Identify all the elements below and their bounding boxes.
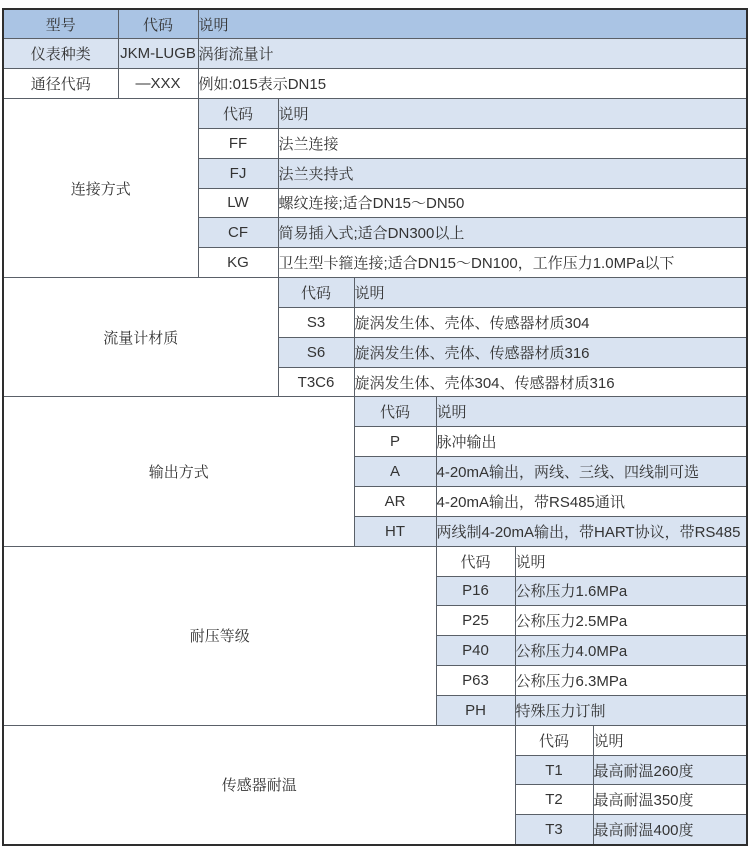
sub-header-row [3,397,747,427]
sub-header-row [3,546,747,576]
desc-cell: 法兰连接 [278,128,747,158]
code-cell: LW [198,188,278,218]
desc-cell: 卫生型卡箍连接;适合DN15～DN100，工作压力1.0MPa以下 [278,248,747,278]
code-cell: KG [198,248,278,278]
desc-cell: 公称压力6.3MPa [515,666,747,696]
code-cell: P16 [436,576,515,606]
code-cell: P63 [436,666,515,696]
section-label-connection-method: 连接方式 [3,99,198,278]
code-cell: S6 [278,337,354,367]
table-row [3,69,747,99]
instrument-type-label: 仪表种类 [3,39,118,69]
code-cell: P25 [436,606,515,636]
sub-header-desc: 说明 [515,546,747,576]
table-row [3,39,747,69]
desc-cell: 最高耐温350度 [593,785,747,815]
desc-cell: 公称压力4.0MPa [515,636,747,666]
desc-cell: 例如:015表示DN15 [198,69,747,99]
desc-cell: 涡街流量计 [198,39,747,69]
sub-header-row [3,99,747,129]
sub-header-code: 代码 [436,546,515,576]
section-label-pressure-rating: 耐压等级 [3,546,436,725]
sub-header-desc: 说明 [354,278,747,308]
sub-header-row [3,725,747,755]
sub-header-desc: 说明 [436,397,747,427]
section-label-sensor-temperature: 传感器耐温 [3,725,515,844]
code-cell: PH [436,695,515,725]
desc-cell: 4-20mA输出，两线、三线、四线制可选 [436,457,747,487]
code-cell: T3C6 [278,367,354,397]
code-cell: S3 [278,307,354,337]
code-cell: P [354,427,436,457]
desc-cell: 法兰夹持式 [278,158,747,188]
desc-cell: 旋涡发生体、壳体、传感器材质304 [354,307,747,337]
sub-header-code: 代码 [278,278,354,308]
section-label-output-mode: 输出方式 [3,397,354,546]
col-header-model: 型号 [3,9,118,39]
code-cell: T2 [515,785,593,815]
sub-header-code: 代码 [515,725,593,755]
code-cell: T1 [515,755,593,785]
code-cell: FF [198,128,278,158]
sub-header-row [3,278,747,308]
desc-cell: 脉冲输出 [436,427,747,457]
code-cell: A [354,457,436,487]
model-spec-table [2,8,748,846]
code-cell: P40 [436,636,515,666]
desc-cell: 最高耐温400度 [593,815,747,845]
sub-header-code: 代码 [354,397,436,427]
code-cell: T3 [515,815,593,845]
code-cell: —XXX [118,69,198,99]
desc-cell: 公称压力2.5MPa [515,606,747,636]
code-cell: JKM-LUGB [118,39,198,69]
code-cell: FJ [198,158,278,188]
desc-cell: 公称压力1.6MPa [515,576,747,606]
col-header-code: 代码 [118,9,198,39]
desc-cell: 4-20mA输出，带RS485通讯 [436,487,747,517]
col-header-desc: 说明 [198,9,747,39]
desc-cell: 旋涡发生体、壳体、传感器材质316 [354,337,747,367]
desc-cell: 特殊压力订制 [515,695,747,725]
code-cell: HT [354,516,436,546]
desc-cell: 简易插入式;适合DN300以上 [278,218,747,248]
desc-cell: 两线制4-20mA输出，带HART协议，带RS485 [436,516,747,546]
code-cell: CF [198,218,278,248]
diameter-code-label: 通径代码 [3,69,118,99]
sub-header-desc: 说明 [593,725,747,755]
sub-header-desc: 说明 [278,99,747,129]
desc-cell: 螺纹连接;适合DN15～DN50 [278,188,747,218]
table-header-row [3,9,747,39]
section-label-flowmeter-material: 流量计材质 [3,278,278,397]
desc-cell: 最高耐温260度 [593,755,747,785]
sub-header-code: 代码 [198,99,278,129]
code-cell: AR [354,487,436,517]
desc-cell: 旋涡发生体、壳体304、传感器材质316 [354,367,747,397]
